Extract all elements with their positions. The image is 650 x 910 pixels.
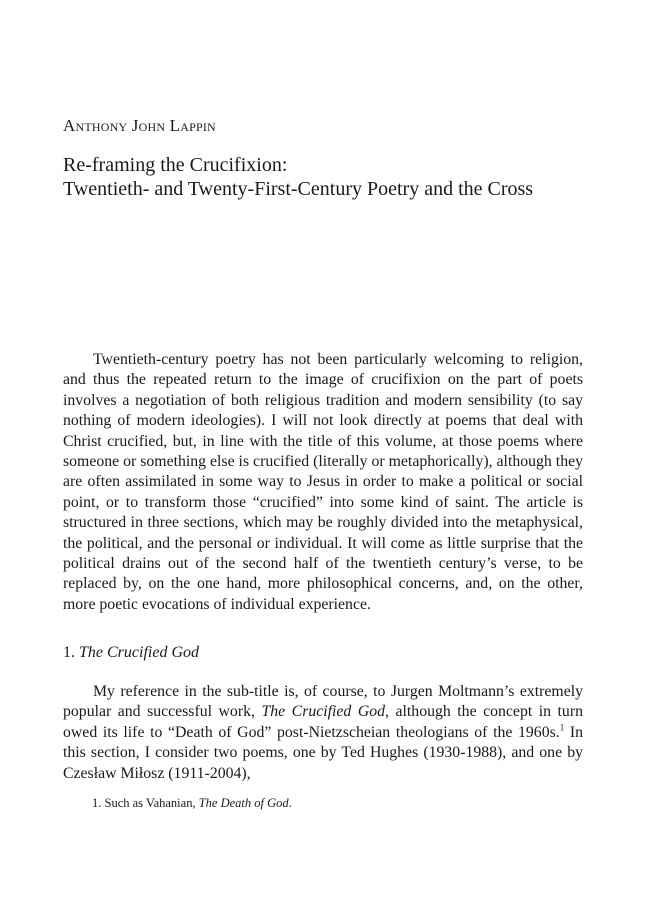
footnote-reference: 1 bbox=[559, 722, 565, 733]
article-title bbox=[63, 153, 623, 201]
section-heading bbox=[63, 644, 199, 662]
body-text-part-2: , although the concept in turn owed its life to “Death of God” post-Nietzscheian theologians of the 1960s. bbox=[63, 703, 583, 741]
section-number: 1. bbox=[63, 644, 75, 661]
section-title: The Crucified God bbox=[79, 644, 199, 661]
body-paragraph bbox=[63, 682, 583, 784]
title-line-1: Re-framing the Crucifixion: bbox=[63, 154, 288, 176]
footnote-italic-title: The Death of God bbox=[198, 796, 289, 810]
book-title-italic: The Crucified God bbox=[261, 703, 386, 721]
author-name: Anthony John Lappin bbox=[63, 116, 216, 135]
footnote-number: 1. bbox=[92, 796, 102, 810]
body-text-part-3: In this section, I consider two poems, one by Ted Hughes (1930-1988), and one by Czesław Miłosz (1911-2004), bbox=[63, 723, 583, 782]
abstract-paragraph: Twentieth-century poetry has not been particularly welcoming to religion, and thus the repeated return to the image of crucifixion on the part of poets involves a negotiation of both religious tradition and modern sensibility (to say nothing of modern ideologies). I will not look directly at poems that deal with Christ crucified, but, in line with the title of this volume, at those poems where someone or something else is crucified (literally or metaphorically), although they are often assimilated in some way to Jesus in order to make a political or social point, or to transform those “crucified” into some kind of saint. The article is structured in three sections, which may be roughly divided into the metaphysical, the political, and the personal or individual. It will come as little surprise that the political drains out of the second half of the twentieth century’s verse, to be replaced by, on the one hand, more philosophical concerns, and, on the other, more poetic evocations of individual experience. bbox=[63, 351, 583, 613]
footnote-end: . bbox=[288, 796, 292, 810]
footnote bbox=[92, 796, 292, 811]
footnote-text: Such as Vahanian, bbox=[104, 796, 199, 810]
title-line-2: Twentieth- and Twenty-First-Century Poetry and the Cross bbox=[63, 178, 534, 200]
body-text-part-1: My reference in the sub-title is, of course, to Jurgen Moltmann’s extremely popular and successful work, bbox=[63, 683, 583, 721]
